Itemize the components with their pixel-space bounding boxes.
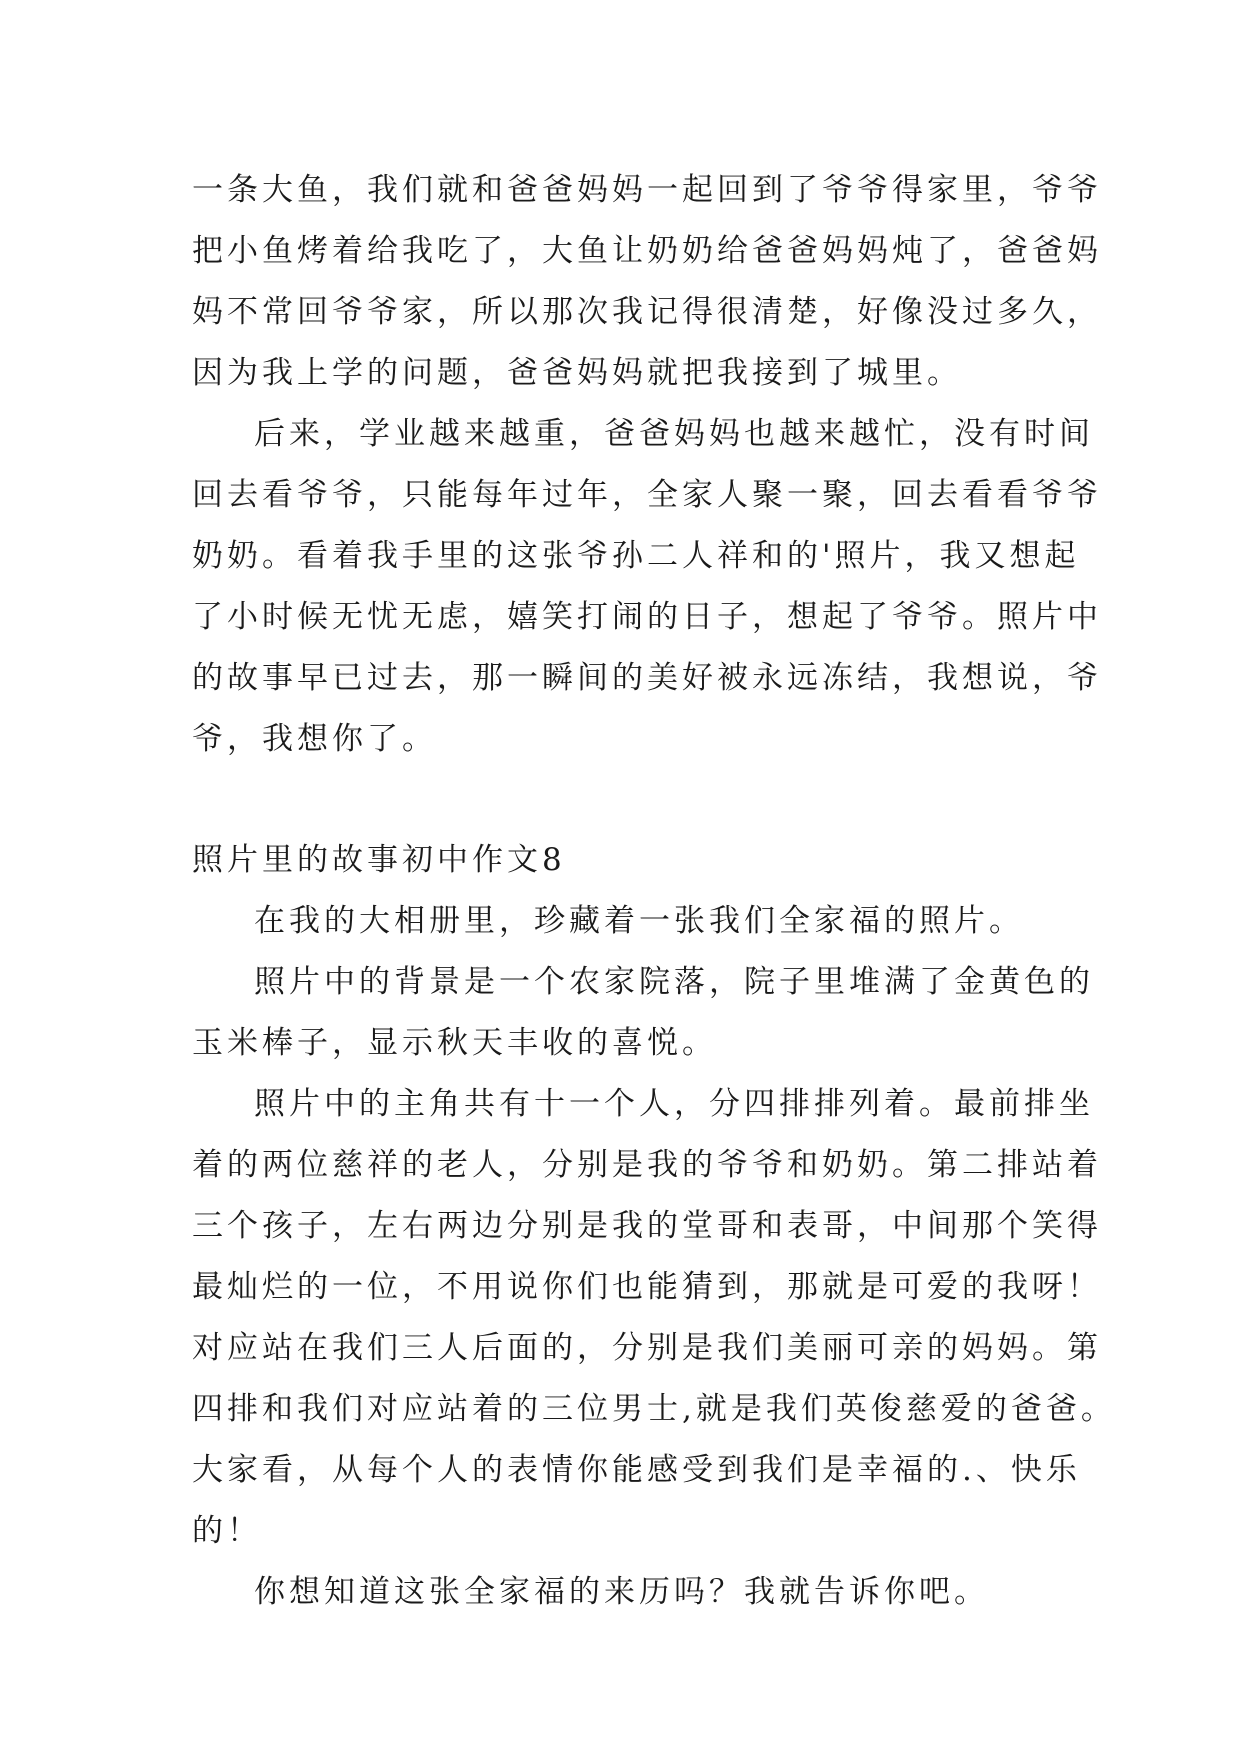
paragraph-history <box>192 1562 1052 1623</box>
document-body <box>192 160 1116 1623</box>
text-line: 奶奶。看着我手里的这张爷孙二人祥和的'照片，我又想起 <box>192 538 1080 574</box>
text-line: 了小时候无忧无虑，嬉笑打闹的日子，想起了爷爷。照片中 <box>192 599 1102 635</box>
text-line: 把小鱼烤着给我吃了，大鱼让奶奶给爸爸妈妈炖了，爸爸妈 <box>192 233 1102 269</box>
text-line: 后来，学业越来越重，爸爸妈妈也越来越忙，没有时间 <box>254 416 1094 452</box>
paragraph-album <box>192 891 1052 952</box>
text-line: 的故事早已过去，那一瞬间的美好被永远冻结，我想说，爷 <box>192 660 1102 696</box>
paragraph-later <box>192 404 1102 770</box>
section-title: 照片里的故事初中作文8 <box>192 842 566 878</box>
text-line: 四排和我们对应站着的三位男士,就是我们英俊慈爱的爸爸。 <box>192 1391 1116 1427</box>
paragraph-background <box>192 952 1094 1074</box>
text-line: 在我的大相册里，珍藏着一张我们全家福的照片。 <box>254 903 1024 939</box>
text-line: 爷，我想你了。 <box>192 721 437 757</box>
section-spacer <box>192 770 1052 830</box>
text-line: 妈不常回爷爷家，所以那次我记得很清楚，好像没过多久， <box>192 294 1102 330</box>
paragraph-family <box>192 1074 1116 1562</box>
text-line: 的！ <box>192 1513 262 1549</box>
text-line: 一条大鱼，我们就和爸爸妈妈一起回到了爷爷得家里，爷爷 <box>192 172 1102 208</box>
text-line: 照片中的背景是一个农家院落，院子里堆满了金黄色的 <box>254 964 1094 1000</box>
text-line: 回去看爷爷，只能每年过年，全家人聚一聚，回去看看爷爷 <box>192 477 1102 513</box>
text-line: 三个孩子，左右两边分别是我的堂哥和表哥，中间那个笑得 <box>192 1208 1102 1244</box>
text-line: 最灿烂的一位，不用说你们也能猜到，那就是可爱的我呀！ <box>192 1269 1102 1305</box>
paragraph-continued <box>192 160 1102 404</box>
text-line: 因为我上学的问题，爸爸妈妈就把我接到了城里。 <box>192 355 962 391</box>
text-line: 玉米棒子，显示秋天丰收的喜悦。 <box>192 1025 717 1061</box>
text-line: 着的两位慈祥的老人，分别是我的爷爷和奶奶。第二排站着 <box>192 1147 1102 1183</box>
text-line: 对应站在我们三人后面的，分别是我们美丽可亲的妈妈。第 <box>192 1330 1102 1366</box>
text-line: 你想知道这张全家福的来历吗？我就告诉你吧。 <box>254 1574 989 1610</box>
text-line: 照片中的主角共有十一个人，分四排排列着。最前排坐 <box>254 1086 1094 1122</box>
text-line: 大家看，从每个人的表情你能感受到我们是幸福的.、快乐 <box>192 1452 1081 1488</box>
